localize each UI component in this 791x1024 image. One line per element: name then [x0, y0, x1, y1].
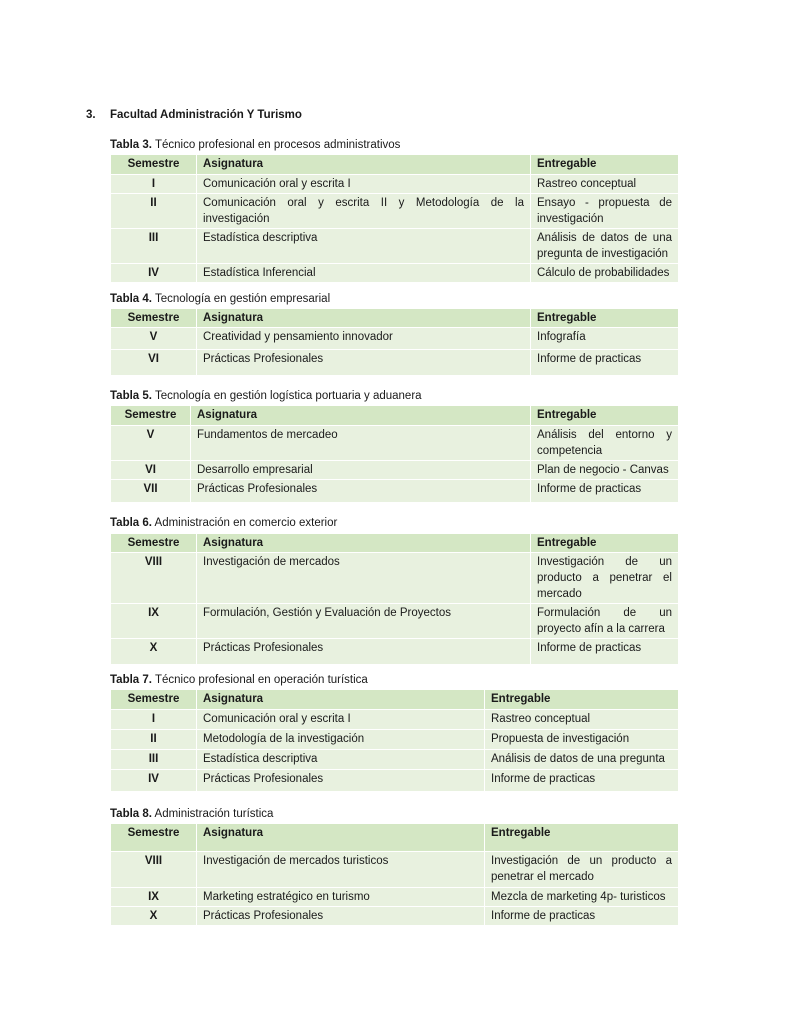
table-row [111, 229, 679, 264]
table-row [111, 264, 679, 283]
column-header-asignatura: Asignatura [197, 824, 485, 852]
table-caption [110, 674, 368, 686]
cell-asignatura: Metodología de la investigación [197, 730, 485, 750]
cell-asignatura: Estadística descriptiva [197, 229, 531, 264]
column-header-semestre: Semestre [111, 824, 197, 852]
table-header-row [111, 309, 679, 328]
cell-entregable: Análisis del entorno y competencia [531, 426, 679, 461]
cell-asignatura: Comunicación oral y escrita II y Metodología de la investigación [197, 194, 531, 229]
column-header-semestre: Semestre [111, 309, 197, 328]
cell-entregable: Informe de practicas [531, 350, 679, 376]
cell-entregable: Informe de practicas [531, 639, 679, 665]
cell-asignatura: Prácticas Profesionales [197, 639, 531, 665]
table-caption [110, 808, 273, 820]
cell-asignatura: Prácticas Profesionales [197, 907, 485, 926]
cell-entregable: Análisis de datos de una pregunta [485, 750, 679, 770]
table-caption-text: Tecnología en gestión empresarial [151, 293, 331, 305]
table-caption-text: Técnico profesional en procesos administrativos [151, 139, 401, 151]
column-header-asignatura: Asignatura [197, 309, 531, 328]
cell-entregable: Plan de negocio - Canvas [531, 461, 679, 480]
table-row [111, 639, 679, 665]
cell-asignatura: Estadística descriptiva [197, 750, 485, 770]
cell-entregable: Infografía [531, 328, 679, 350]
column-header-entregable: Entregable [531, 309, 679, 328]
table-row [111, 461, 679, 480]
cell-semestre: I [111, 710, 197, 730]
table-row [111, 553, 679, 604]
table-header-row [111, 534, 679, 553]
table-header-row [111, 824, 679, 852]
cell-asignatura: Desarrollo empresarial [191, 461, 531, 480]
cell-asignatura: Investigación de mercados turisticos [197, 852, 485, 888]
cell-semestre: VIII [111, 852, 197, 888]
cell-semestre: VI [111, 461, 191, 480]
table-row [111, 852, 679, 888]
column-header-entregable: Entregable [531, 406, 679, 426]
table-row [111, 770, 679, 792]
subject-table [110, 308, 679, 376]
cell-semestre: VII [111, 480, 191, 503]
column-header-semestre: Semestre [111, 690, 197, 710]
table-caption [110, 139, 400, 151]
table-caption-text: Tecnología en gestión logística portuaria y aduanera [151, 390, 422, 402]
table-row [111, 907, 679, 926]
cell-semestre: IX [111, 888, 197, 907]
column-header-asignatura: Asignatura [197, 534, 531, 553]
cell-semestre: II [111, 730, 197, 750]
table-caption [110, 517, 337, 529]
table-caption-text: Técnico profesional en operación turística [151, 674, 368, 686]
section-heading [86, 109, 302, 121]
table-row [111, 710, 679, 730]
table-caption [110, 390, 422, 402]
table-caption-text: Administración turística [151, 808, 274, 820]
cell-semestre: X [111, 907, 197, 926]
table-row [111, 480, 679, 503]
cell-asignatura: Estadística Inferencial [197, 264, 531, 283]
table-row [111, 194, 679, 229]
cell-semestre: III [111, 229, 197, 264]
cell-semestre: IV [111, 770, 197, 792]
cell-asignatura: Comunicación oral y escrita I [197, 175, 531, 194]
cell-semestre: IX [111, 604, 197, 639]
column-header-semestre: Semestre [111, 406, 191, 426]
cell-semestre: V [111, 328, 197, 350]
subject-table [110, 405, 679, 503]
cell-semestre: VI [111, 350, 197, 376]
cell-semestre: IV [111, 264, 197, 283]
subject-table [110, 689, 679, 792]
column-header-entregable: Entregable [485, 690, 679, 710]
cell-asignatura: Prácticas Profesionales [191, 480, 531, 503]
cell-entregable: Ensayo - propuesta de investigación [531, 194, 679, 229]
table-caption-text: Administración en comercio exterior [151, 517, 338, 529]
cell-semestre: II [111, 194, 197, 229]
subject-table [110, 533, 679, 665]
cell-asignatura: Comunicación oral y escrita I [197, 710, 485, 730]
table-caption-label: Tabla 8. [110, 808, 152, 820]
cell-entregable: Investigación de un producto a penetrar el mercado [485, 852, 679, 888]
column-header-asignatura: Asignatura [197, 690, 485, 710]
table-caption-label: Tabla 3. [110, 139, 152, 151]
table-row [111, 350, 679, 376]
cell-semestre: V [111, 426, 191, 461]
cell-semestre: I [111, 175, 197, 194]
cell-entregable: Informe de practicas [531, 480, 679, 503]
cell-asignatura: Investigación de mercados [197, 553, 531, 604]
table-row [111, 175, 679, 194]
table-row [111, 426, 679, 461]
subject-table [110, 154, 679, 283]
table-row [111, 750, 679, 770]
cell-asignatura: Marketing estratégico en turismo [197, 888, 485, 907]
column-header-semestre: Semestre [111, 155, 197, 175]
table-row [111, 328, 679, 350]
table-caption-label: Tabla 4. [110, 293, 152, 305]
table-caption-label: Tabla 5. [110, 390, 152, 402]
cell-entregable: Propuesta de investigación [485, 730, 679, 750]
column-header-entregable: Entregable [531, 534, 679, 553]
section-title: Facultad Administración Y Turismo [110, 109, 302, 121]
cell-entregable: Investigación de un producto a penetrar el mercado [531, 553, 679, 604]
table-caption-label: Tabla 6. [110, 517, 152, 529]
cell-entregable: Rastreo conceptual [531, 175, 679, 194]
column-header-semestre: Semestre [111, 534, 197, 553]
cell-entregable: Formulación de un proyecto afín a la carrera [531, 604, 679, 639]
cell-semestre: III [111, 750, 197, 770]
table-row [111, 730, 679, 750]
cell-semestre: VIII [111, 553, 197, 604]
table-header-row [111, 155, 679, 175]
table-header-row [111, 690, 679, 710]
cell-asignatura: Creatividad y pensamiento innovador [197, 328, 531, 350]
cell-entregable: Informe de practicas [485, 907, 679, 926]
cell-entregable: Mezcla de marketing 4p- turisticos [485, 888, 679, 907]
cell-entregable: Cálculo de probabilidades [531, 264, 679, 283]
table-caption-label: Tabla 7. [110, 674, 152, 686]
section-number: 3. [86, 109, 96, 121]
cell-entregable: Informe de practicas [485, 770, 679, 792]
cell-asignatura: Fundamentos de mercadeo [191, 426, 531, 461]
cell-semestre: X [111, 639, 197, 665]
cell-entregable: Análisis de datos de una pregunta de investigación [531, 229, 679, 264]
table-header-row [111, 406, 679, 426]
table-row [111, 604, 679, 639]
column-header-asignatura: Asignatura [191, 406, 531, 426]
cell-asignatura: Formulación, Gestión y Evaluación de Proyectos [197, 604, 531, 639]
cell-asignatura: Prácticas Profesionales [197, 350, 531, 376]
column-header-entregable: Entregable [531, 155, 679, 175]
column-header-asignatura: Asignatura [197, 155, 531, 175]
table-row [111, 888, 679, 907]
table-caption [110, 293, 330, 305]
subject-table [110, 823, 679, 926]
column-header-entregable: Entregable [485, 824, 679, 852]
cell-asignatura: Prácticas Profesionales [197, 770, 485, 792]
cell-entregable: Rastreo conceptual [485, 710, 679, 730]
